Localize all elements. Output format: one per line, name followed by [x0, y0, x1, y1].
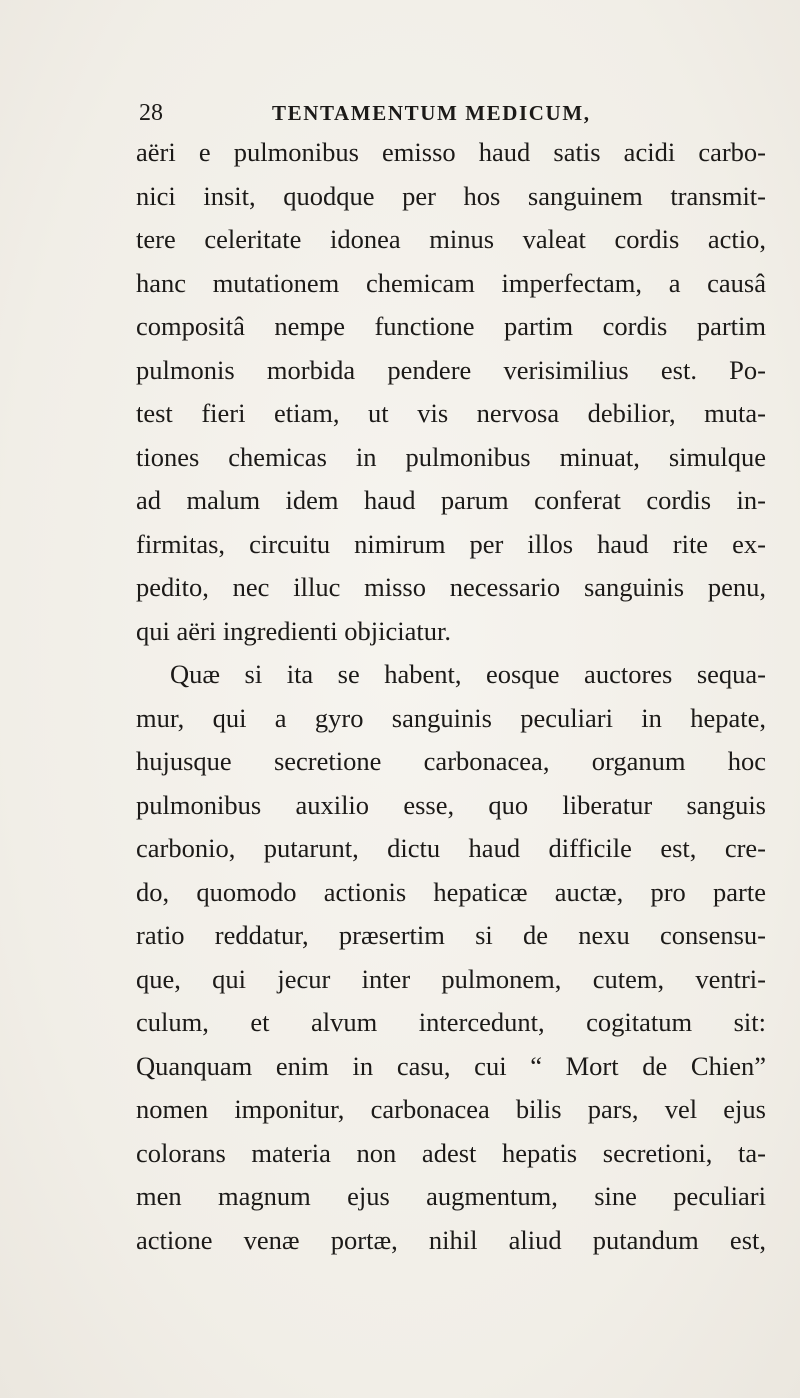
text-line: Quanquam enim in casu, cui “ Mort de Chien” [136, 1050, 766, 1081]
text-line: ad malum idem haud parum conferat cordis in- [136, 485, 766, 515]
text-line: mur, qui a gyro sanguinis peculiari in hepate, [136, 702, 766, 733]
text-line: tere celeritate idonea minus valeat cordis actio, [136, 224, 766, 254]
text-line: tiones chemicas in pulmonibus minuat, simulque [136, 441, 766, 472]
text-line: ratio reddatur, præsertim si de nexu consensu- [136, 920, 766, 950]
text-line: men magnum ejus augmentum, sine peculiari [136, 1181, 766, 1211]
text-line: pulmonis morbida pendere verisimilius est. Po- [136, 354, 766, 385]
paragraph-end-line: qui aëri ingredienti objiciatur. [136, 615, 451, 646]
text-line: do, quomodo actionis hepaticæ auctæ, pro parte [136, 876, 766, 907]
text-line: pulmonibus auxilio esse, quo liberatur sanguis [136, 789, 766, 820]
text-line: hanc mutationem chemicam imperfectam, a causâ [136, 267, 766, 298]
running-title: TENTAMENTUM MEDICUM, [272, 101, 591, 125]
text-line: culum, et alvum intercedunt, cogitatum sit: [136, 1007, 766, 1037]
text-line: firmitas, circuitu nimirum per illos haud rite ex- [136, 528, 766, 559]
paragraph-start-line: Quæ si ita se habent, eosque auctores sequa- [170, 659, 766, 689]
text-line: nici insit, quodque per hos sanguinem transmit- [136, 180, 766, 211]
body-text [136, 131, 766, 1262]
text-line: actione venæ portæ, nihil aliud putandum est, [136, 1224, 766, 1255]
page-number: 28 [139, 100, 163, 126]
text-line: pedito, nec illuc misso necessario sanguinis penu, [136, 572, 766, 602]
text-line: aëri e pulmonibus emisso haud satis acidi carbo- [136, 137, 766, 167]
text-line: que, qui jecur inter pulmonem, cutem, ventri- [136, 963, 766, 994]
text-line: compositâ nempe functione partim cordis partim [136, 311, 766, 341]
text-line: colorans materia non adest hepatis secretioni, ta- [136, 1137, 766, 1168]
text-line: nomen imponitur, carbonacea bilis pars, vel ejus [136, 1094, 766, 1124]
text-line: carbonio, putarunt, dictu haud difficile est, cre- [136, 833, 766, 863]
text-line: test fieri etiam, ut vis nervosa debilior, muta- [136, 398, 766, 428]
text-line: hujusque secretione carbonacea, organum hoc [136, 746, 766, 776]
page-header [139, 98, 719, 128]
